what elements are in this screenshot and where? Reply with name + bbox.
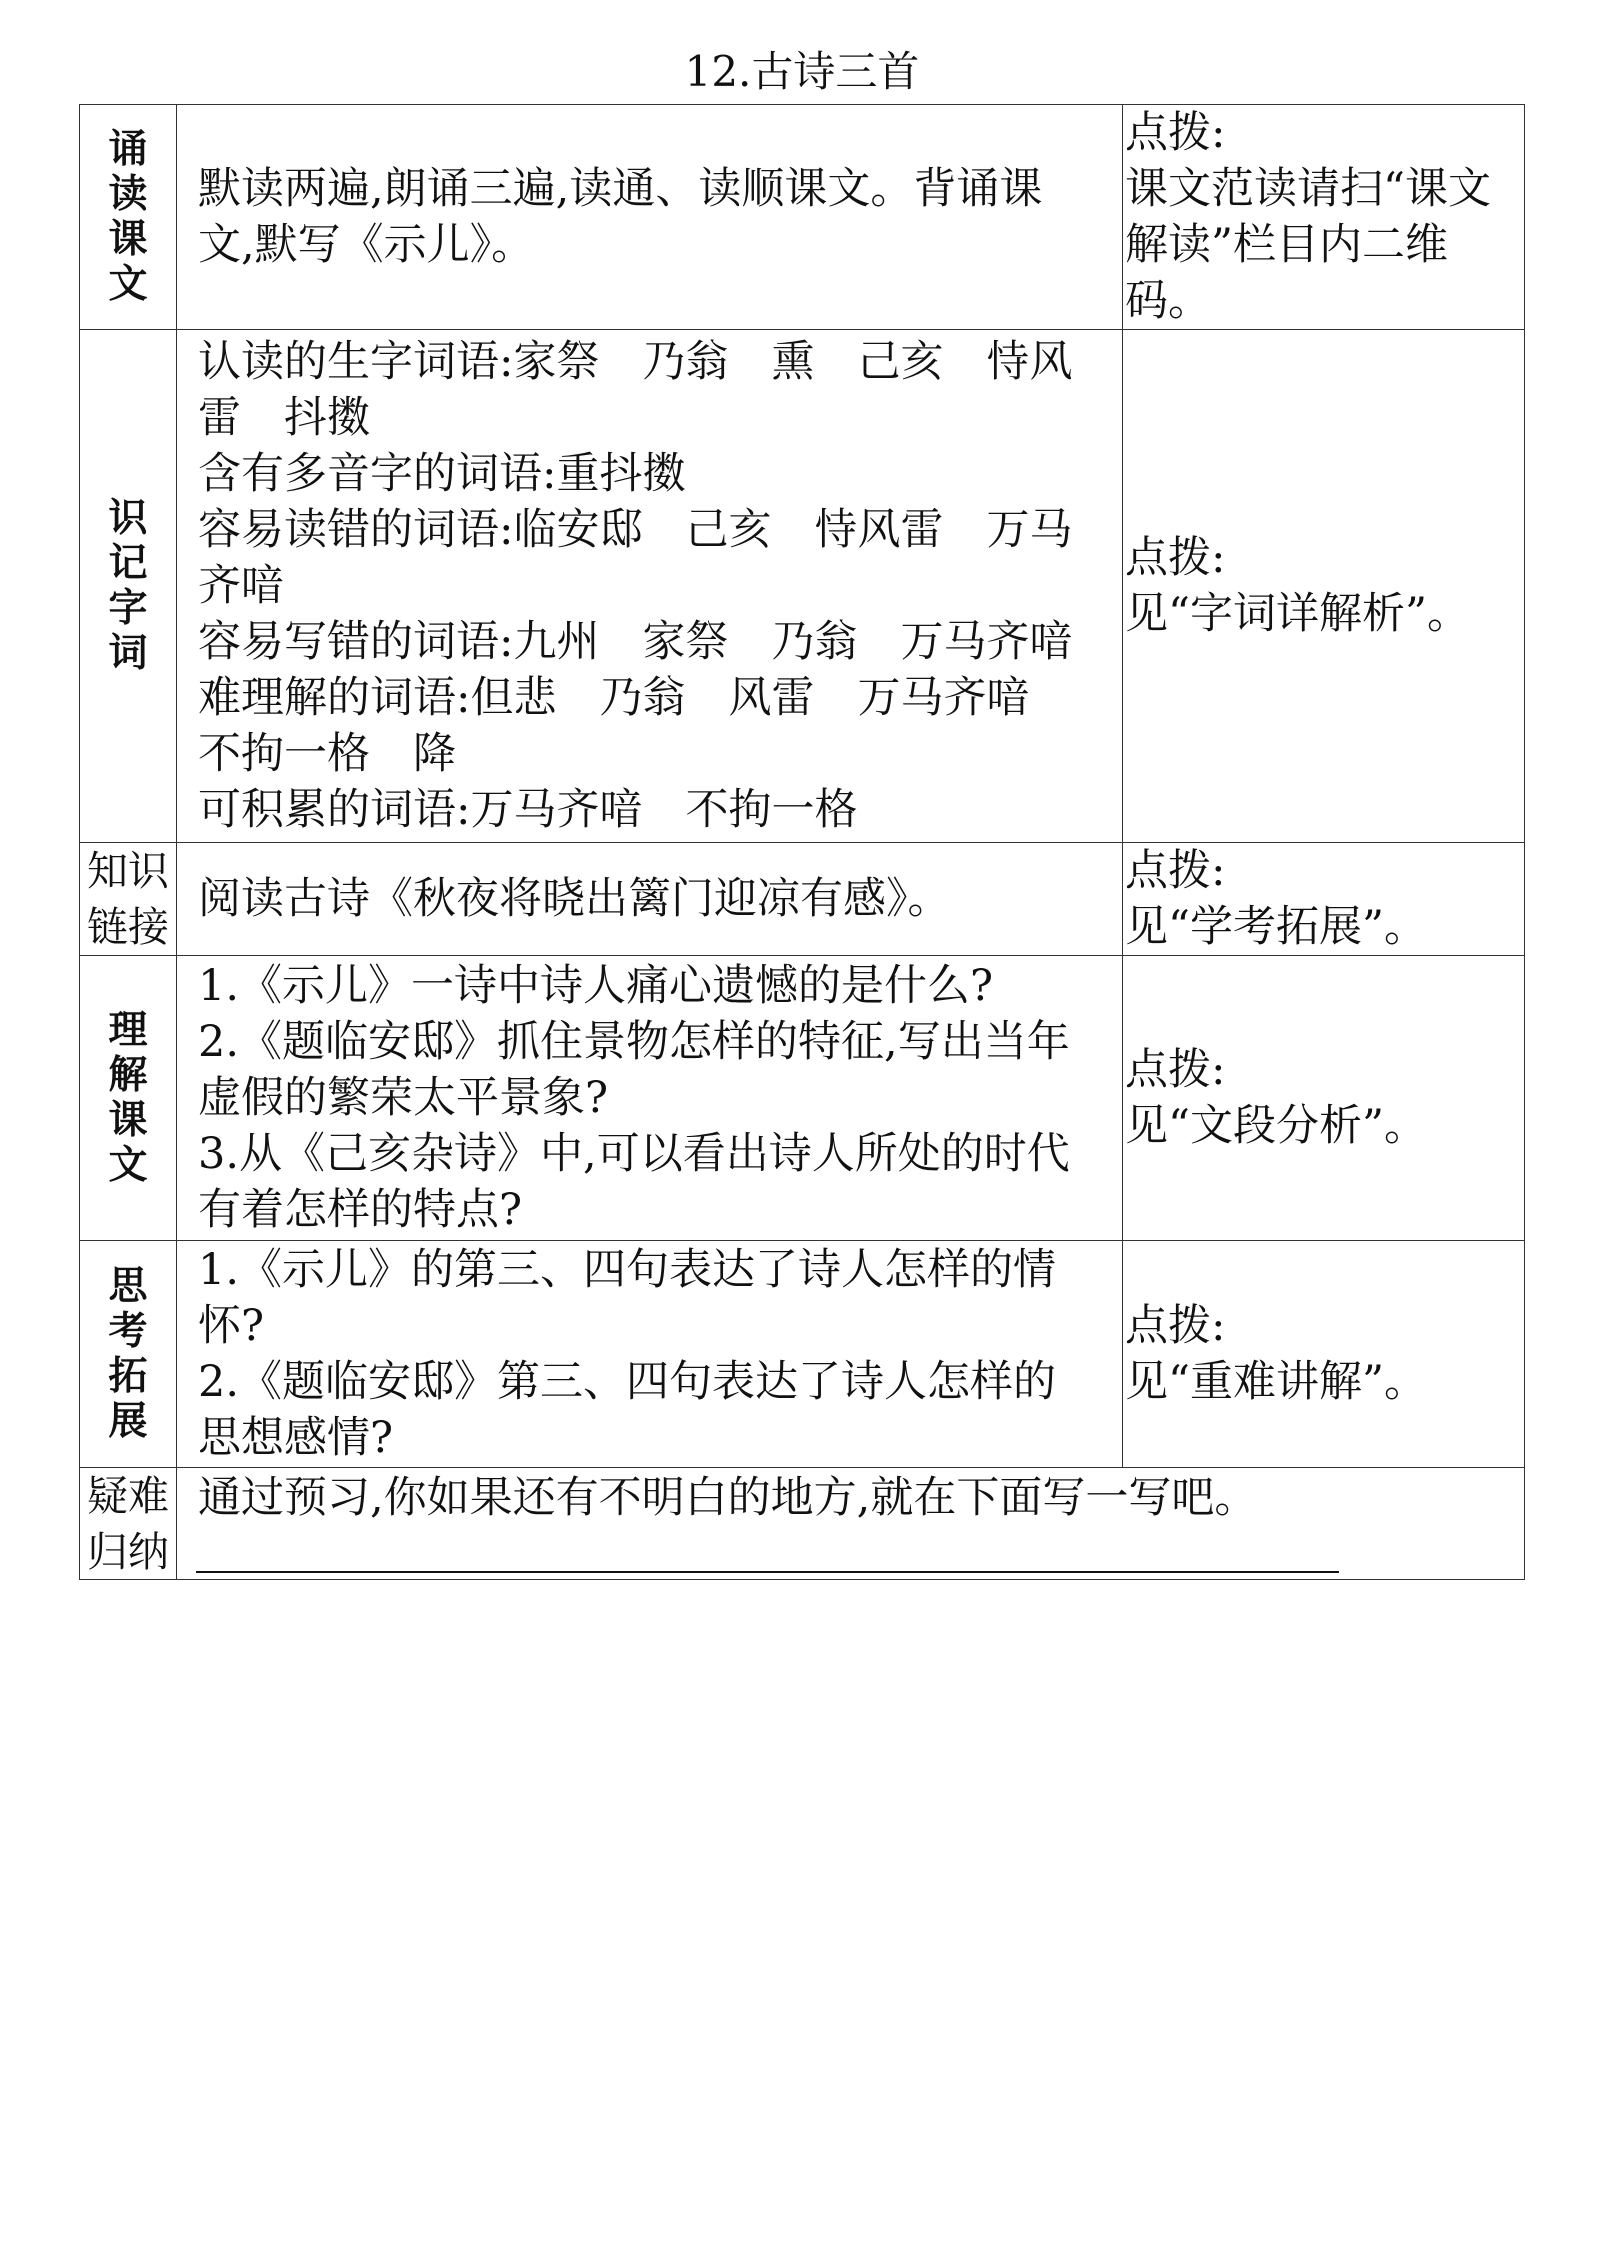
content-line: 容易写错的词语:九州 家祭 乃翁 万马齐喑 <box>198 617 1073 667</box>
content-line: 容易读错的词语:临安邸 己亥 恃风雷 万马 <box>198 505 1073 555</box>
section-understand-content <box>177 956 1123 1241</box>
section-link-tip <box>1123 843 1525 956</box>
tip-line: 解读”栏目内二维 <box>1125 220 1448 270</box>
content-line: 认读的生字词语:家祭 乃翁 熏 己亥 恃风 <box>198 337 1073 387</box>
question-line: 思想感情? <box>198 1413 394 1463</box>
section-label: 思考拓展 <box>108 1264 148 1444</box>
page-title: 12.古诗三首 <box>684 47 920 96</box>
section-vocab-content <box>177 330 1123 843</box>
tip-title: 点拨: <box>1125 846 1226 896</box>
question-line: 2.《题临安邸》抓住景物怎样的特征,写出当年 <box>198 1017 1070 1067</box>
tip-title: 点拨: <box>1125 1045 1226 1095</box>
section-doubt-content <box>177 1468 1525 1580</box>
section-doubt-label-cell <box>80 1468 177 1580</box>
question-line: 2.《题临安邸》第三、四句表达了诗人怎样的 <box>198 1357 1057 1407</box>
tip-line: 码。 <box>1125 276 1211 326</box>
tip-title: 点拨: <box>1125 1301 1226 1351</box>
section-vocab-label-cell <box>80 330 177 843</box>
section-understand-tip <box>1123 956 1525 1241</box>
tip-line: 课文范读请扫“课文 <box>1125 164 1491 214</box>
tip-title: 点拨: <box>1125 108 1226 158</box>
section-link-label-cell <box>80 843 177 956</box>
section-understand-label-cell <box>80 956 177 1241</box>
tip-title: 点拨: <box>1125 533 1226 583</box>
section-think-content <box>177 1241 1123 1468</box>
content-line: 雷 抖擞 <box>198 393 370 443</box>
section-vocab-tip <box>1123 330 1525 843</box>
section-label: 识记字词 <box>108 496 148 676</box>
content-line: 齐喑 <box>198 561 284 611</box>
question-line: 有着怎样的特点? <box>198 1185 523 1235</box>
section-think-label-cell <box>80 1241 177 1468</box>
content-line: 难理解的词语:但悲 乃翁 风雷 万马齐喑 <box>198 673 1030 723</box>
question-line: 3.从《己亥杂诗》中,可以看出诗人所处的时代 <box>198 1129 1070 1179</box>
content-line: 文,默写《示儿》。 <box>198 220 535 270</box>
question-line: 怀? <box>198 1301 265 1351</box>
section-recite-label-cell <box>80 105 177 330</box>
tip-line: 见“学考拓展”。 <box>1125 902 1427 952</box>
tip-line: 见“重难讲解”。 <box>1125 1357 1427 1407</box>
question-line: 1.《示儿》一诗中诗人痛心遗憾的是什么? <box>198 961 994 1011</box>
content-line: 不拘一格 降 <box>198 729 456 779</box>
section-link-content <box>177 843 1123 956</box>
tip-line: 见“文段分析”。 <box>1125 1101 1427 1151</box>
section-recite-content <box>177 105 1123 330</box>
section-recite-tip <box>1123 105 1525 330</box>
content-line: 可积累的词语:万马齐喑 不拘一格 <box>198 785 858 835</box>
tip-line: 见“字词详解析”。 <box>1125 589 1470 639</box>
section-think-tip <box>1123 1241 1525 1468</box>
section-label: 疑难归纳 <box>87 1471 169 1576</box>
section-label: 诵读课文 <box>108 127 148 307</box>
content-line: 阅读古诗《秋夜将晓出篱门迎凉有感》。 <box>198 874 951 924</box>
content-line: 含有多音字的词语:重抖擞 <box>198 449 686 499</box>
question-line: 1.《示儿》的第三、四句表达了诗人怎样的情 <box>198 1245 1057 1295</box>
section-label: 理解课文 <box>108 1008 148 1188</box>
content-line: 默读两遍,朗诵三遍,读通、读顺课文。背诵课 <box>198 164 1043 214</box>
section-label: 知识链接 <box>87 847 169 951</box>
preview-table <box>79 104 1525 1580</box>
writing-blank-line <box>196 1571 1339 1573</box>
question-line: 虚假的繁荣太平景象? <box>198 1073 609 1123</box>
content-line: 通过预习,你如果还有不明白的地方,就在下面写一写吧。 <box>198 1473 1258 1523</box>
